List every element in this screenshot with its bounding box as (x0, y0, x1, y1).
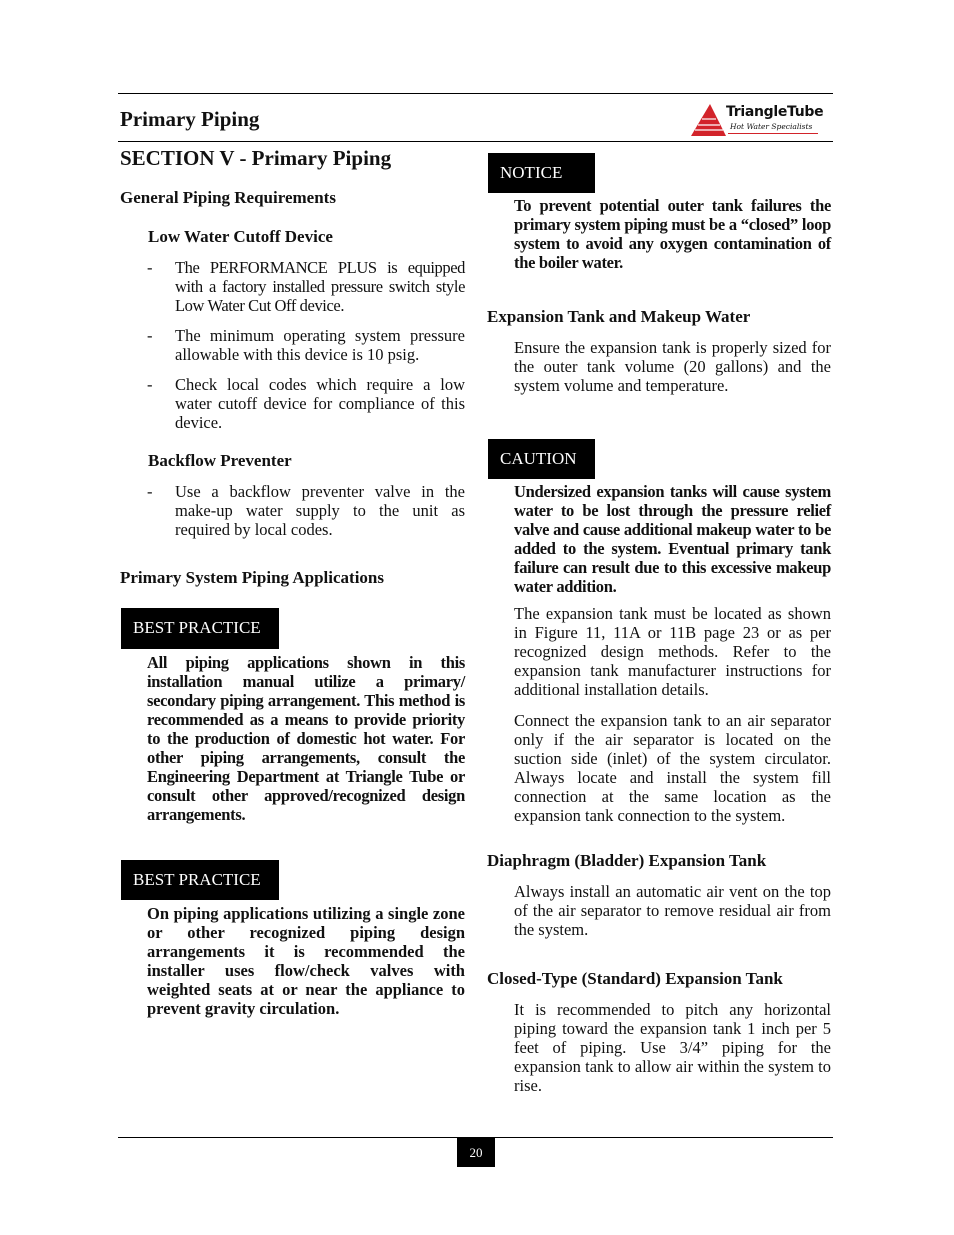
apps-heading: Primary System Piping Applications (120, 568, 384, 587)
caution-label: CAUTION (488, 439, 595, 479)
best-practice-text-1: All piping applications shown in this installation manual utilize a primary/ secondary piping arrangement. This method is recommended as a means to provide priority to the production of domestic hot water. For other piping arrangements, consult the Engineering Department at Triangle Tube or consult other approved/recognized design arrangements. (147, 653, 465, 824)
notice-text: To prevent potential outer tank failures the primary system piping must be a “closed” loop system to avoid any oxygen contamination of the boiler water. (514, 196, 831, 272)
expansion-text: Ensure the expansion tank is properly sized for the outer tank volume (20 gallons) and the system volume and temperature. (514, 338, 831, 395)
connect-text: Connect the expansion tank to an air separator only if the air separator is located on the suction side (inlet) of the system circulator. Always locate and install the system fill connection at the same location as the expansion tank connection to the system. (514, 711, 831, 825)
best-practice-label-2: BEST PRACTICE (121, 860, 279, 900)
diaphragm-heading: Diaphragm (Bladder) Expansion Tank (487, 851, 767, 870)
header-top-rule (118, 93, 833, 94)
section-title: SECTION V - Primary Piping (120, 146, 392, 170)
logo-underline (728, 133, 818, 134)
diaphragm-text: Always install an automatic air vent on the top of the air separator to remove residual air from the system. (514, 882, 831, 939)
page-header-title: Primary Piping (120, 107, 260, 131)
triangletube-logo (690, 101, 830, 139)
caution-text: Undersized expansion tanks will cause system water to be lost through the pressure relief valve and cause additional makeup water to be added to the system. Eventual primary tank failure can result due to this excessive makeup water addition. (514, 482, 831, 596)
lwco-bullet-3: - Check local codes which require a low water cutoff device for compliance of this device. (147, 375, 465, 432)
general-piping-heading: General Piping Requirements (120, 188, 336, 207)
notice-label: NOTICE (488, 153, 595, 193)
location-text: The expansion tank must be located as shown in Figure 11, 11A or 11B page 23 or as per recognized design methods. Refer to the expansion tank manufacturer instructions for additional installation details. (514, 604, 831, 699)
backflow-heading: Backflow Preventer (148, 451, 292, 470)
closed-type-heading: Closed-Type (Standard) Expansion Tank (487, 969, 783, 988)
backflow-bullet-1: - Use a backflow preventer valve in the make-up water supply to the unit as required by local codes. (147, 482, 465, 539)
logo-tagline: Hot Water Specialists (730, 122, 813, 131)
page-number: 20 (457, 1138, 495, 1167)
expansion-heading: Expansion Tank and Makeup Water (487, 307, 751, 326)
closed-type-text: It is recommended to pitch any horizontal piping toward the expansion tank 1 inch per 5 feet of piping. Use 3/4” piping for the expansion tank to allow air within the system to rise. (514, 1000, 831, 1095)
lwco-heading: Low Water Cutoff Device (148, 227, 333, 246)
best-practice-label-1: BEST PRACTICE (121, 608, 279, 649)
lwco-bullet-1: - The PERFORMANCE PLUS is equipped with a factory installed pressure switch style Low Water Cut Off device. (147, 258, 465, 315)
best-practice-text-2: On piping applications utilizing a single zone or other recognized piping design arrangements it is recommended the installer uses flow/check valves with weighted seats at or near the appliance to prevent gravity circulation. (147, 904, 465, 1018)
header-bottom-rule (118, 141, 833, 142)
logo-brand: TriangleTube (726, 104, 824, 120)
lwco-bullet-2: - The minimum operating system pressure allowable with this device is 10 psig. (147, 326, 465, 364)
